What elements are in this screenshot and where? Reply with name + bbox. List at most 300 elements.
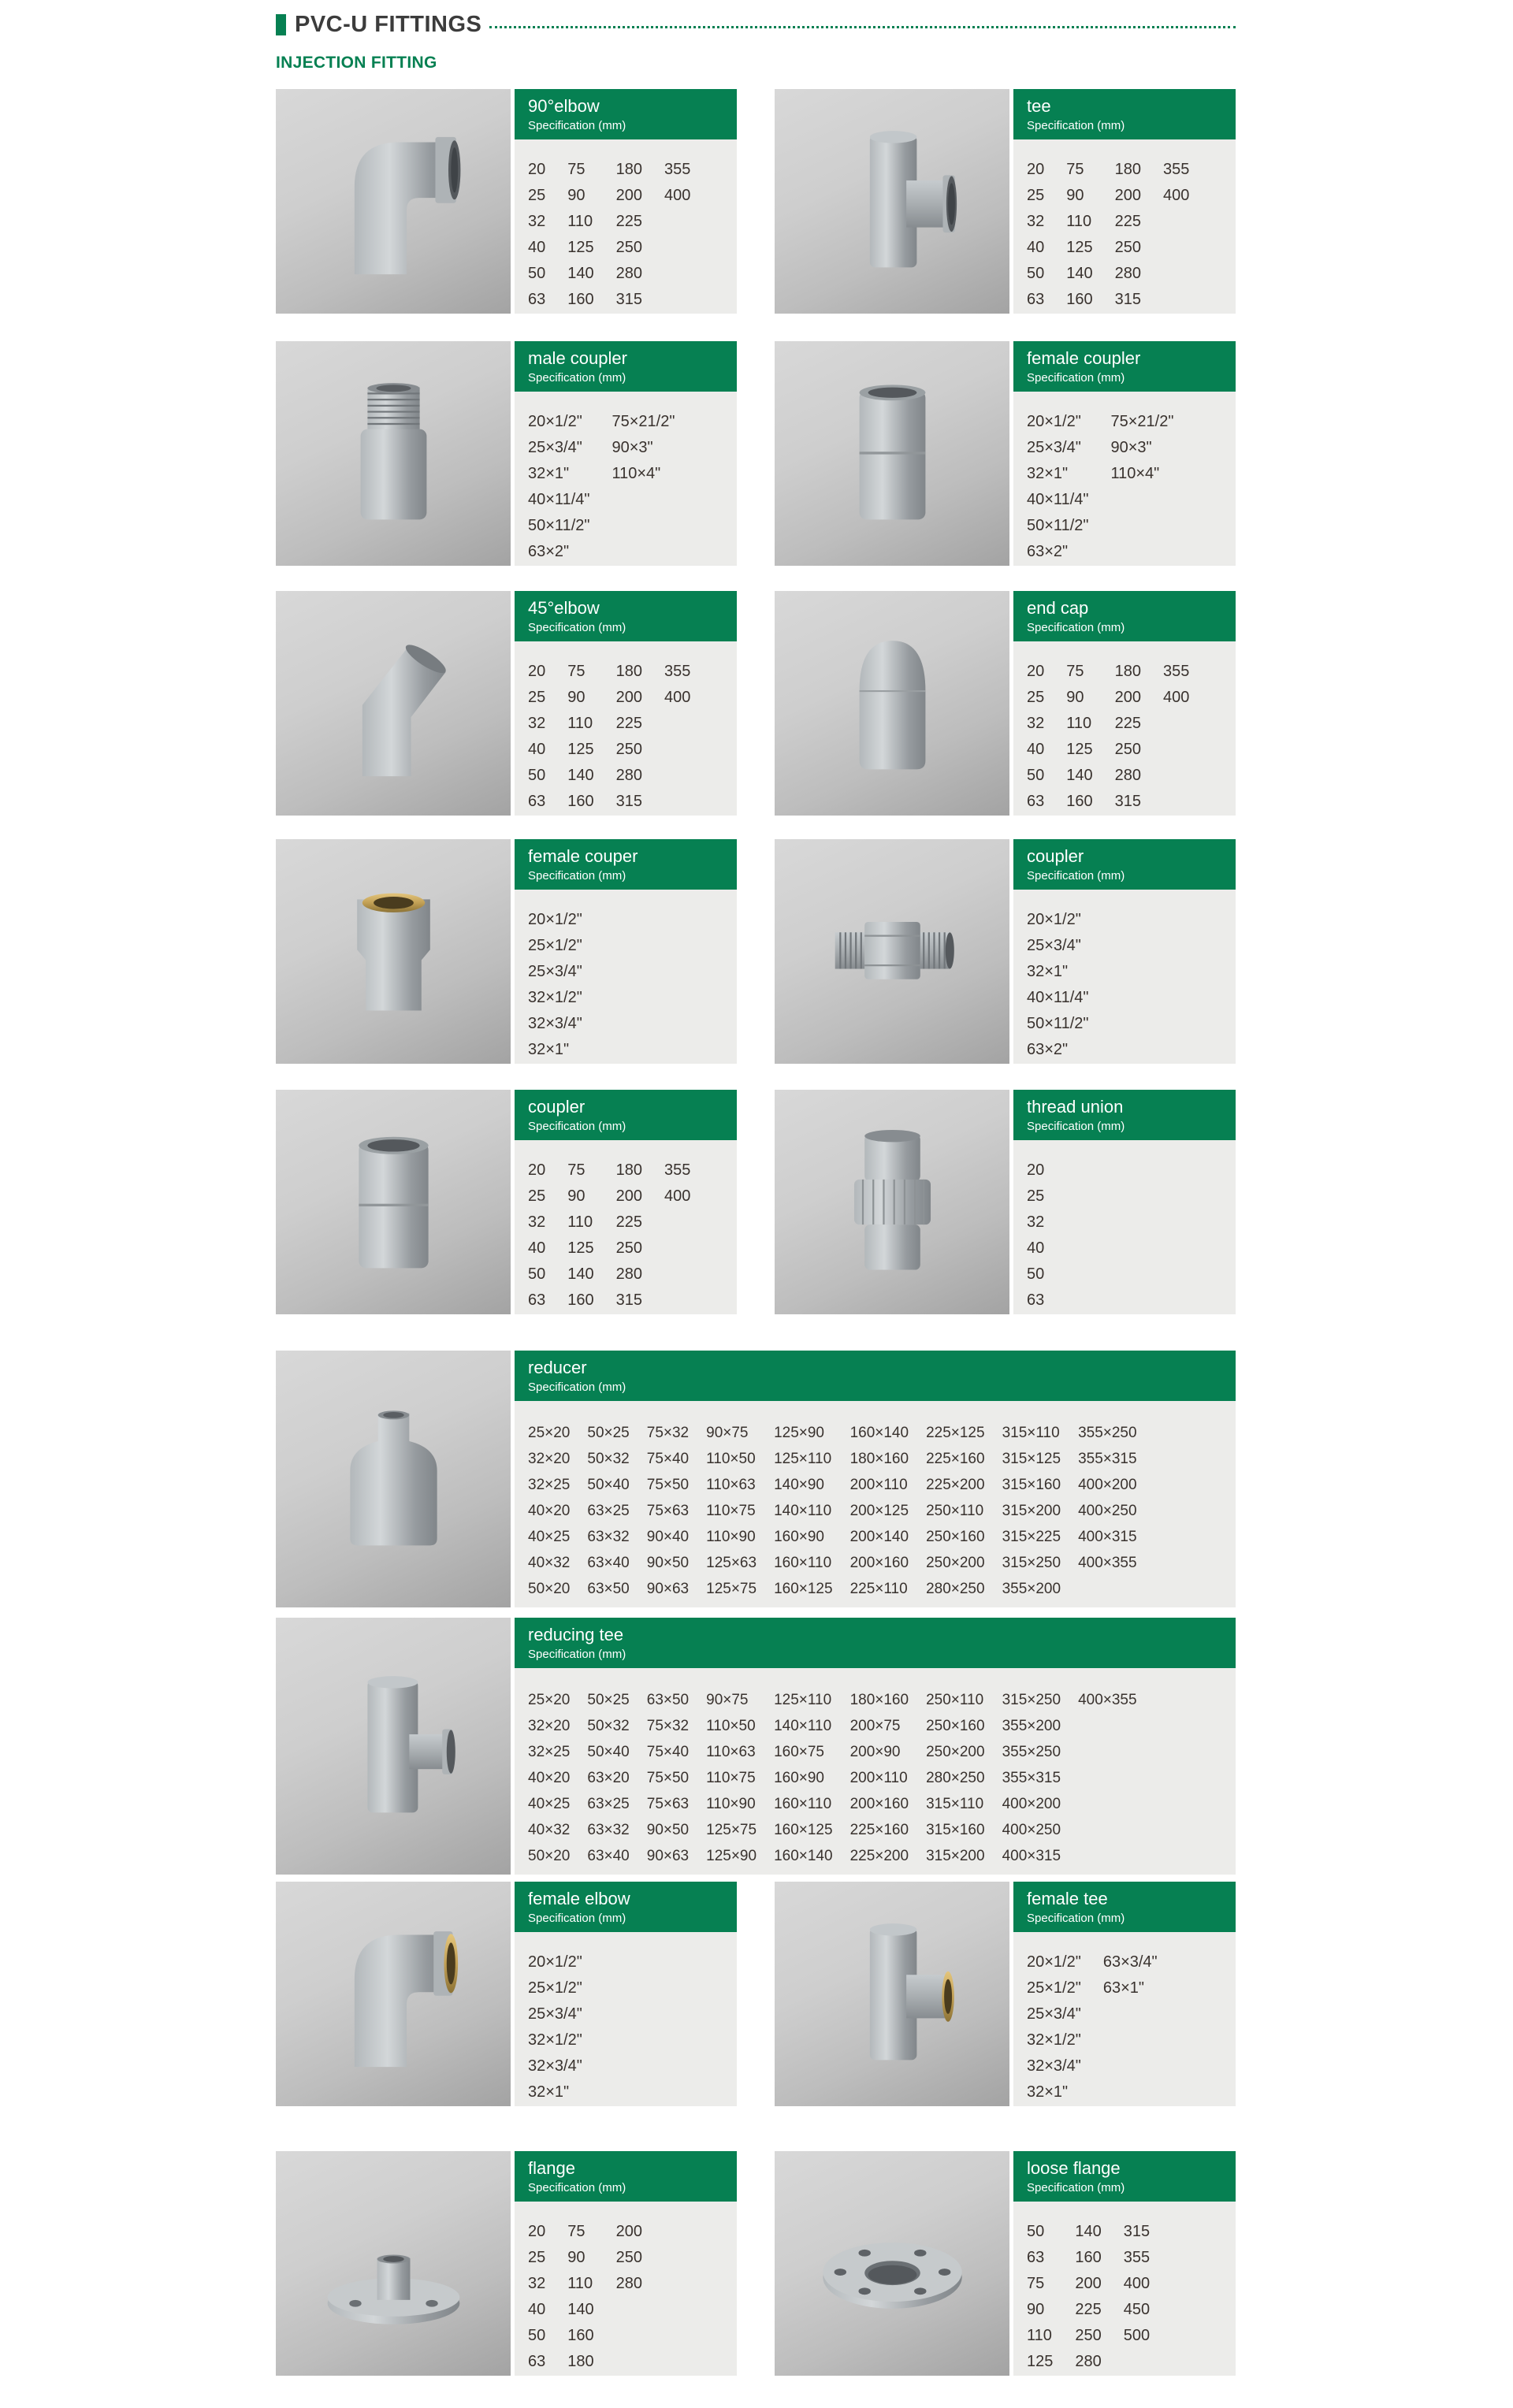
spec-panel [515, 839, 737, 1064]
spec-column [567, 2219, 615, 2375]
spec-value: 32×1" [1027, 2083, 1069, 2101]
thread-union-icon [804, 1113, 981, 1291]
spec-value: 50×40 [587, 1744, 630, 1760]
spec-value: 63 [528, 2353, 546, 2370]
spec-column [528, 659, 567, 815]
spec-value: 50×32 [587, 1718, 630, 1734]
spec-value: 140×90 [774, 1477, 824, 1493]
spec-value: 20 [528, 663, 546, 680]
spec-value: 25×20 [528, 1425, 571, 1441]
spec-value: 200×160 [849, 1555, 909, 1571]
spec-value: 180×160 [849, 1451, 909, 1467]
spec-value: 400×200 [1078, 1477, 1137, 1493]
spec-value: 125×63 [706, 1555, 757, 1571]
spec-table [1013, 1140, 1236, 1314]
spec-label: Specification (mm) [528, 869, 626, 883]
spec-value: 75 [567, 1161, 585, 1179]
spec-value: 50 [1027, 767, 1045, 784]
spec-value: 63×25 [587, 1503, 630, 1519]
spec-value: 125×110 [774, 1451, 832, 1467]
spec-value: 40×11/4" [1027, 989, 1089, 1006]
spec-value: 50×20 [528, 1581, 571, 1597]
spec-table [1013, 641, 1236, 816]
spec-value: 40×20 [528, 1770, 571, 1786]
spec-value: 180×160 [849, 1692, 909, 1708]
spec-column [587, 1420, 646, 1602]
spec-value: 110 [567, 1213, 593, 1231]
spec-value: 63×50 [587, 1581, 630, 1597]
spec-value: 50×11/2" [1027, 517, 1089, 534]
spec-value: 90 [567, 187, 585, 204]
spec-value: 400×250 [1002, 1822, 1061, 1838]
photo-thread-union [775, 1090, 1009, 1314]
spec-panel [515, 1882, 737, 2106]
spec-column [664, 659, 712, 711]
spec-value: 90 [567, 1187, 585, 1205]
spec-column [1078, 1687, 1154, 1713]
spec-value: 50 [1027, 1265, 1045, 1283]
spec-value: 32×1/2" [528, 2031, 582, 2049]
spec-panel [1013, 839, 1236, 1064]
spec-panel [515, 1090, 737, 1314]
spec-value: 25×3/4" [528, 963, 582, 980]
spec-value: 400×355 [1078, 1692, 1137, 1708]
row-5 [276, 1090, 1236, 1314]
spec-value: 20×1/2" [1027, 1953, 1081, 1971]
spec-value: 355×200 [1002, 1718, 1061, 1734]
photo-flange [276, 2151, 511, 2376]
spec-value: 125×90 [774, 1425, 824, 1441]
spec-value: 40 [528, 239, 546, 256]
spec-value: 50×25 [587, 1425, 630, 1441]
card-coupler-nipple [775, 839, 1236, 1064]
spec-value: 110 [567, 715, 593, 732]
spec-value: 75 [1027, 2275, 1045, 2292]
spec-value: 90×3" [1110, 439, 1152, 456]
row-7 [276, 1618, 1236, 1875]
spec-value: 32×1/2" [1027, 2031, 1081, 2049]
photo-reducing-tee [276, 1618, 511, 1875]
spec-value: 315×160 [926, 1822, 985, 1838]
spec-column [567, 157, 615, 313]
spec-value: 110×50 [706, 1451, 756, 1467]
photo-female-couper [276, 839, 511, 1064]
female-couper-icon [305, 863, 482, 1040]
spec-panel [1013, 89, 1236, 314]
spec-value: 315 [615, 291, 642, 308]
spec-value: 200 [1075, 2275, 1102, 2292]
loose-flange-icon [804, 2175, 981, 2352]
title-accent-bar [276, 14, 286, 35]
spec-value: 280 [1075, 2353, 1102, 2370]
spec-value: 32×1/2" [528, 989, 582, 1006]
spec-value: 355 [1163, 663, 1190, 680]
spec-value: 355×250 [1002, 1744, 1061, 1760]
spec-column [528, 409, 612, 565]
spec-value: 250 [1075, 2327, 1102, 2344]
card-female-couper [276, 839, 737, 1064]
spec-value: 200×90 [849, 1744, 901, 1760]
spec-value: 63×25 [587, 1796, 630, 1812]
spec-value: 32×1" [528, 1041, 570, 1058]
spec-value: 315×160 [1002, 1477, 1061, 1493]
spec-value: 90 [1066, 187, 1084, 204]
spec-value: 280 [1114, 265, 1141, 282]
spec-value: 280 [615, 265, 642, 282]
spec-label: Specification (mm) [1027, 1120, 1125, 1133]
section-subtitle: INJECTION FITTING [276, 54, 437, 72]
spec-table [1013, 139, 1236, 314]
product-title: flange [528, 2158, 575, 2178]
spec-value: 50 [528, 1265, 546, 1283]
spec-label: Specification (mm) [1027, 2181, 1125, 2194]
spec-value: 110×90 [706, 1796, 756, 1812]
spec-value: 20 [528, 2223, 546, 2240]
card-tee [775, 89, 1236, 314]
spec-value: 75×21/2" [1110, 413, 1174, 430]
spec-value: 280 [615, 767, 642, 784]
photo-reducer [276, 1351, 511, 1607]
spec-value: 355 [664, 161, 691, 178]
spec-column [1066, 157, 1114, 313]
spec-value: 180 [567, 2353, 594, 2370]
spec-value: 90 [1066, 689, 1084, 706]
spec-value: 200×110 [849, 1770, 908, 1786]
spec-value: 40 [528, 741, 546, 758]
spec-value: 75 [567, 663, 585, 680]
spec-value: 355 [664, 1161, 691, 1179]
spec-column [774, 1687, 850, 1869]
spec-column [528, 1687, 587, 1869]
spec-value: 315×200 [1002, 1503, 1061, 1519]
spec-value: 160×125 [774, 1581, 833, 1597]
spec-label: Specification (mm) [1027, 1912, 1125, 1925]
spec-value: 125×90 [706, 1848, 757, 1864]
spec-value: 63×40 [587, 1555, 630, 1571]
spec-value: 90×63 [646, 1848, 690, 1864]
spec-value: 32 [1027, 1213, 1045, 1231]
spec-value: 90×50 [646, 1555, 690, 1571]
spec-value: 200 [615, 2223, 642, 2240]
spec-value: 200×75 [849, 1718, 901, 1734]
spec-value: 20 [1027, 663, 1045, 680]
spec-value: 50×20 [528, 1848, 571, 1864]
spec-value: 140 [567, 767, 594, 784]
spec-value: 40 [1027, 239, 1045, 256]
card-end-cap [775, 591, 1236, 816]
spec-value: 110 [1066, 715, 1092, 732]
spec-header [515, 591, 737, 641]
spec-value: 25 [528, 187, 546, 204]
spec-value: 90 [567, 689, 585, 706]
spec-value: 200 [615, 689, 642, 706]
spec-column [528, 157, 567, 313]
spec-value: 40×11/4" [1027, 491, 1089, 508]
spec-value: 315 [1123, 2223, 1151, 2240]
spec-value: 25×1/2" [528, 1979, 582, 1997]
spec-value: 355×250 [1078, 1425, 1137, 1441]
spec-value: 280×250 [926, 1581, 985, 1597]
spec-value: 225×110 [849, 1581, 908, 1597]
spec-column [1075, 2219, 1123, 2375]
spec-value: 110×63 [706, 1477, 756, 1493]
spec-value: 355×315 [1078, 1451, 1137, 1467]
spec-value: 63×40 [587, 1848, 630, 1864]
spec-column [587, 1687, 646, 1869]
spec-value: 75×32 [646, 1718, 690, 1734]
card-female-coupler [775, 341, 1236, 566]
spec-label: Specification (mm) [528, 119, 626, 132]
card-female-elbow [276, 1882, 737, 2106]
spec-value: 180 [1114, 161, 1141, 178]
spec-value: 355 [1163, 161, 1190, 178]
spec-value: 315×225 [1002, 1529, 1061, 1545]
spec-value: 280 [615, 1265, 642, 1283]
photo-coupler-nipple [775, 839, 1009, 1064]
spec-value: 200×160 [849, 1796, 909, 1812]
spec-value: 25 [1027, 689, 1045, 706]
spec-value: 40 [1027, 741, 1045, 758]
spec-value: 180 [615, 663, 642, 680]
page-title: PVC-U FITTINGS [295, 11, 482, 37]
spec-value: 315 [615, 793, 642, 810]
spec-value: 110×4" [1110, 465, 1160, 482]
product-title: female couper [528, 846, 638, 866]
spec-column [616, 659, 664, 815]
row-1 [276, 89, 1236, 314]
spec-value: 400×250 [1078, 1503, 1137, 1519]
spec-column [616, 1158, 664, 1314]
spec-column [528, 1158, 567, 1314]
spec-value: 400×315 [1078, 1529, 1137, 1545]
spec-value: 110×50 [706, 1718, 756, 1734]
spec-value: 225×200 [926, 1477, 985, 1493]
spec-value: 125×75 [706, 1581, 757, 1597]
spec-panel [1013, 341, 1236, 566]
spec-table [1013, 1932, 1236, 2106]
card-thread-union [775, 1090, 1236, 1314]
spec-value: 90×75 [706, 1692, 749, 1708]
spec-value: 32×25 [528, 1477, 571, 1493]
spec-value: 110×63 [706, 1744, 756, 1760]
spec-table [515, 2202, 737, 2376]
card-female-tee [775, 1882, 1236, 2106]
product-title: female tee [1027, 1889, 1108, 1908]
spec-value: 110×90 [706, 1529, 756, 1545]
spec-value: 20×1/2" [1027, 911, 1081, 928]
spec-value: 63×32 [587, 1529, 630, 1545]
spec-value: 90 [567, 2249, 585, 2266]
spec-value: 140 [567, 2301, 594, 2318]
spec-value: 160×90 [774, 1770, 824, 1786]
spec-value: 40 [1027, 1239, 1045, 1257]
spec-value: 32×20 [528, 1451, 571, 1467]
spec-column [664, 1158, 712, 1210]
spec-value: 25×3/4" [1027, 439, 1081, 456]
spec-column [1078, 1420, 1154, 1576]
spec-table [515, 641, 737, 816]
spec-label: Specification (mm) [528, 621, 626, 634]
spec-value: 63×20 [587, 1770, 630, 1786]
spec-column [926, 1420, 1002, 1602]
spec-panel [1013, 2151, 1236, 2376]
spec-value: 315×200 [926, 1848, 985, 1864]
product-title: thread union [1027, 1097, 1124, 1117]
spec-value: 63×3/4" [1102, 1953, 1158, 1971]
product-title: male coupler [528, 348, 627, 368]
spec-value: 32×1" [528, 2083, 570, 2101]
spec-value: 400 [1163, 689, 1190, 706]
spec-table [515, 139, 737, 314]
spec-value: 63 [528, 291, 546, 308]
spec-value: 250 [615, 2249, 642, 2266]
product-title: 90°elbow [528, 96, 600, 116]
spec-value: 63 [528, 1291, 546, 1309]
spec-value: 280×250 [926, 1770, 985, 1786]
spec-column [1066, 659, 1114, 815]
spec-value: 250 [1114, 741, 1141, 758]
spec-value: 225×200 [849, 1848, 909, 1864]
spec-header [515, 341, 737, 392]
spec-label: Specification (mm) [1027, 371, 1125, 385]
spec-value: 40 [528, 2301, 546, 2318]
spec-label: Specification (mm) [528, 1120, 626, 1133]
spec-value: 160 [567, 1291, 594, 1309]
spec-value: 50 [528, 2327, 546, 2344]
spec-value: 250 [1114, 239, 1141, 256]
spec-panel [1013, 1882, 1236, 2106]
spec-column [567, 659, 615, 815]
spec-value: 110×4" [612, 465, 661, 482]
spec-value: 400 [1123, 2275, 1151, 2292]
spec-panel [1013, 591, 1236, 816]
row-4 [276, 839, 1236, 1064]
spec-value: 32 [528, 2275, 546, 2292]
spec-value: 63×50 [646, 1692, 690, 1708]
spec-value: 180 [1114, 663, 1141, 680]
spec-value: 40×20 [528, 1503, 571, 1519]
spec-panel [515, 1618, 1236, 1875]
spec-column [567, 1158, 615, 1314]
spec-value: 75×50 [646, 1770, 690, 1786]
spec-value: 25×3/4" [1027, 937, 1081, 954]
spec-value: 225 [615, 715, 642, 732]
spec-header [1013, 591, 1236, 641]
spec-header [1013, 89, 1236, 139]
spec-value: 50×40 [587, 1477, 630, 1493]
spec-header [515, 2151, 737, 2202]
spec-column [1002, 1687, 1079, 1869]
spec-value: 160×75 [774, 1744, 824, 1760]
spec-value: 25 [528, 1187, 546, 1205]
spec-header [1013, 2151, 1236, 2202]
spec-value: 90 [1027, 2301, 1045, 2318]
spec-value: 225 [615, 213, 642, 230]
card-loose-flange [775, 2151, 1236, 2376]
photo-female-tee [775, 1882, 1009, 2106]
spec-value: 110×75 [706, 1770, 756, 1786]
elbow-45-icon [305, 615, 482, 792]
spec-value: 75 [1066, 663, 1084, 680]
spec-label: Specification (mm) [1027, 119, 1125, 132]
spec-value: 32×25 [528, 1744, 571, 1760]
spec-value: 20 [1027, 161, 1045, 178]
spec-value: 200 [615, 1187, 642, 1205]
spec-value: 75 [1066, 161, 1084, 178]
spec-value: 50 [1027, 2223, 1045, 2240]
photo-loose-flange [775, 2151, 1009, 2376]
spec-value: 125 [1027, 2353, 1054, 2370]
spec-column [1110, 409, 1195, 487]
spec-table [515, 1401, 1236, 1607]
spec-value: 50×11/2" [1027, 1015, 1089, 1032]
flange-icon [305, 2175, 482, 2352]
spec-value: 90×3" [612, 439, 653, 456]
spec-value: 400 [664, 689, 691, 706]
spec-column [1027, 409, 1110, 565]
spec-value: 20 [528, 1161, 546, 1179]
product-title: reducer [528, 1358, 587, 1377]
spec-column [706, 1687, 774, 1869]
spec-value: 140 [1066, 767, 1093, 784]
socket-icon [305, 1113, 482, 1291]
spec-column [926, 1687, 1002, 1869]
page-header [276, 11, 1236, 38]
female-tee-icon [804, 1905, 981, 2083]
spec-value: 32×1" [1027, 963, 1069, 980]
spec-column [528, 1949, 604, 2105]
photo-end-cap [775, 591, 1009, 816]
spec-value: 110×75 [706, 1503, 756, 1519]
spec-value: 160×140 [774, 1848, 833, 1864]
spec-value: 110 [1066, 213, 1092, 230]
spec-panel [515, 591, 737, 816]
card-male-coupler [276, 341, 737, 566]
spec-value: 110 [1027, 2327, 1052, 2344]
spec-value: 125 [567, 1239, 594, 1257]
spec-panel [515, 1351, 1236, 1607]
spec-table [515, 1932, 737, 2106]
spec-value: 32×1" [528, 465, 570, 482]
product-title: tee [1027, 96, 1051, 116]
spec-value: 400 [664, 187, 691, 204]
spec-value: 63×32 [587, 1822, 630, 1838]
spec-value: 32×3/4" [1027, 2057, 1081, 2075]
hex-nipple-icon [804, 863, 981, 1040]
product-grid [276, 89, 1236, 2376]
spec-column [647, 1687, 706, 1869]
catalog-page [276, 11, 1236, 2376]
spec-value: 125×110 [774, 1692, 832, 1708]
spec-value: 20×1/2" [528, 1953, 582, 1971]
spec-column [528, 2219, 567, 2375]
spec-value: 315×125 [1002, 1451, 1061, 1467]
spec-value: 32×3/4" [528, 2057, 582, 2075]
spec-value: 63 [1027, 1291, 1045, 1309]
female-elbow-icon [305, 1905, 482, 2083]
spec-value: 63×1" [1102, 1979, 1144, 1997]
spec-column [1027, 907, 1110, 1063]
spec-value: 315×250 [1002, 1555, 1061, 1571]
photo-tee [775, 89, 1009, 314]
spec-value: 180 [615, 161, 642, 178]
product-title: coupler [528, 1097, 585, 1117]
spec-panel [515, 341, 737, 566]
spec-value: 63 [528, 793, 546, 810]
spec-value: 160 [1075, 2249, 1102, 2266]
spec-value: 25 [528, 689, 546, 706]
spec-value: 315 [615, 1291, 642, 1309]
